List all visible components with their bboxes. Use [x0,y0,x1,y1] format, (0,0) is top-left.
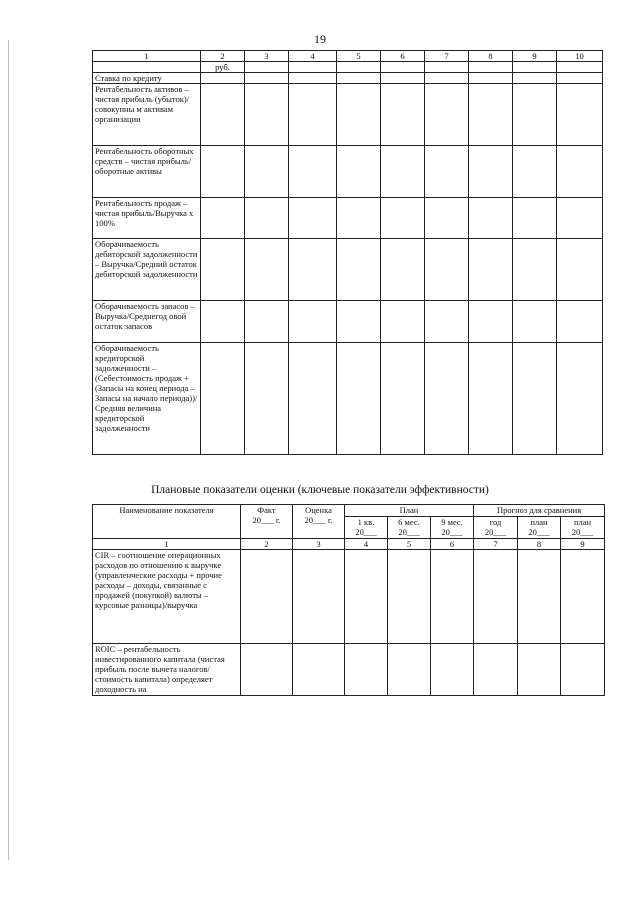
table2-q1-header [345,517,388,539]
table1-unit-label: руб. [201,62,245,73]
row-label: ROIC – рентабельность инвестированного капитала (чистая прибыль после вычета налогов/стоимость капитала) определяет доходность на [93,644,241,696]
table-row [93,343,603,455]
table2-forecast-plan1-header [518,517,561,539]
table2-forecast-year-header [474,517,518,539]
table2-num-9: 9 [561,539,605,550]
m6-label: 6 мес. [398,517,420,527]
table2-number-row [93,539,605,550]
table-row [93,84,603,146]
row-label: Оборачиваемость кредиторской задолженности – (Себестоимость продаж + (Запасы на конец периода – Запасы на начало периода))/Средняя величина кредиторской задолженности [93,343,201,455]
m9-label: 9 мес. [441,517,463,527]
table1-col-1: 1 [93,51,201,62]
row-label: Оборачиваемость дебиторской задолженности – Выручка/Средний остаток дебиторской задолженности [93,239,201,301]
fact-year: 20___ г. [252,515,281,525]
table2-9m-header [431,517,474,539]
forecast-plan1-value: 20___ [528,527,550,537]
forecast-plan1-label: план [530,517,548,527]
q1-year: 20___ [355,527,377,537]
table2-fact-header [241,505,293,539]
table2-num-1: 1 [93,539,241,550]
table2-num-2: 2 [241,539,293,550]
estimate-year: 20___ г. [304,515,333,525]
table1-col-6: 6 [381,51,425,62]
table2-num-3: 3 [293,539,345,550]
table1-unit-row [93,62,603,73]
table1-col-7: 7 [425,51,469,62]
table-row [93,644,605,696]
table-row [93,301,603,343]
m9-year: 20___ [441,527,463,537]
table1-col-2: 2 [201,51,245,62]
table2-forecast-plan2-header [561,517,605,539]
table1-col-5: 5 [337,51,381,62]
row-label: Рентабельность оборотных средств – чистая прибыль/оборотные активы [93,146,201,198]
table1-col-8: 8 [469,51,513,62]
table1-col-4: 4 [289,51,337,62]
forecast-plan2-label: план [573,517,592,527]
table1-col-3: 3 [245,51,289,62]
table2-num-5: 5 [388,539,431,550]
table-row [93,239,603,301]
m6-year: 20___ [398,527,420,537]
row-label: Ставка по кредиту [93,73,201,84]
forecast-year-label: год [489,517,502,527]
row-label: CIR – соотношение операционных расходов по отношению к выручке (управленческие расходы + прочие расходы – доходы, связанные с продажей (покупкой) валюты – курсовые разницы)/выручка [93,550,241,644]
table2-forecast-header: Прогноз для сравнения [474,505,605,517]
section-title: Плановые показатели оценки (ключевые показатели эффективности) [151,484,489,496]
q1-label: 1 кв. [357,517,375,527]
table2-estimate-header [293,505,345,539]
table2-col-name-header: Наименование показателя [93,505,241,539]
table-row [93,198,603,239]
table2-plan-header: План [345,505,474,517]
row-label: Рентабельность активов – чистая прибыль (убыток)/совокупны м активам организации [93,84,201,146]
table1-header-row [93,51,603,62]
table-row [93,146,603,198]
row-label: Рентабельность продаж – чистая прибыль/Выручка х 100% [93,198,201,239]
table2-num-4: 4 [345,539,388,550]
forecast-plan2-value: 20___ [571,527,594,537]
table1-col-10: 10 [557,51,603,62]
estimate-label: Оценка [305,505,332,515]
table2-num-8: 8 [518,539,561,550]
table2-6m-header [388,517,431,539]
table-row [93,550,605,644]
table2-num-7: 7 [474,539,518,550]
forecast-year-value: 20___ [484,527,507,537]
left-margin-line [8,40,9,860]
kpi-plan-table [92,504,605,696]
table-row [93,73,603,84]
page-number: 19 [314,32,326,46]
table2-header-row-1 [93,505,605,517]
table1-col-9: 9 [513,51,557,62]
row-label: Оборачиваемость запасов – Выручка/Среднегод овой остаток запасов [93,301,201,343]
financial-indicators-table [92,50,603,455]
table2-num-6: 6 [431,539,474,550]
fact-label: Факт [257,505,276,515]
